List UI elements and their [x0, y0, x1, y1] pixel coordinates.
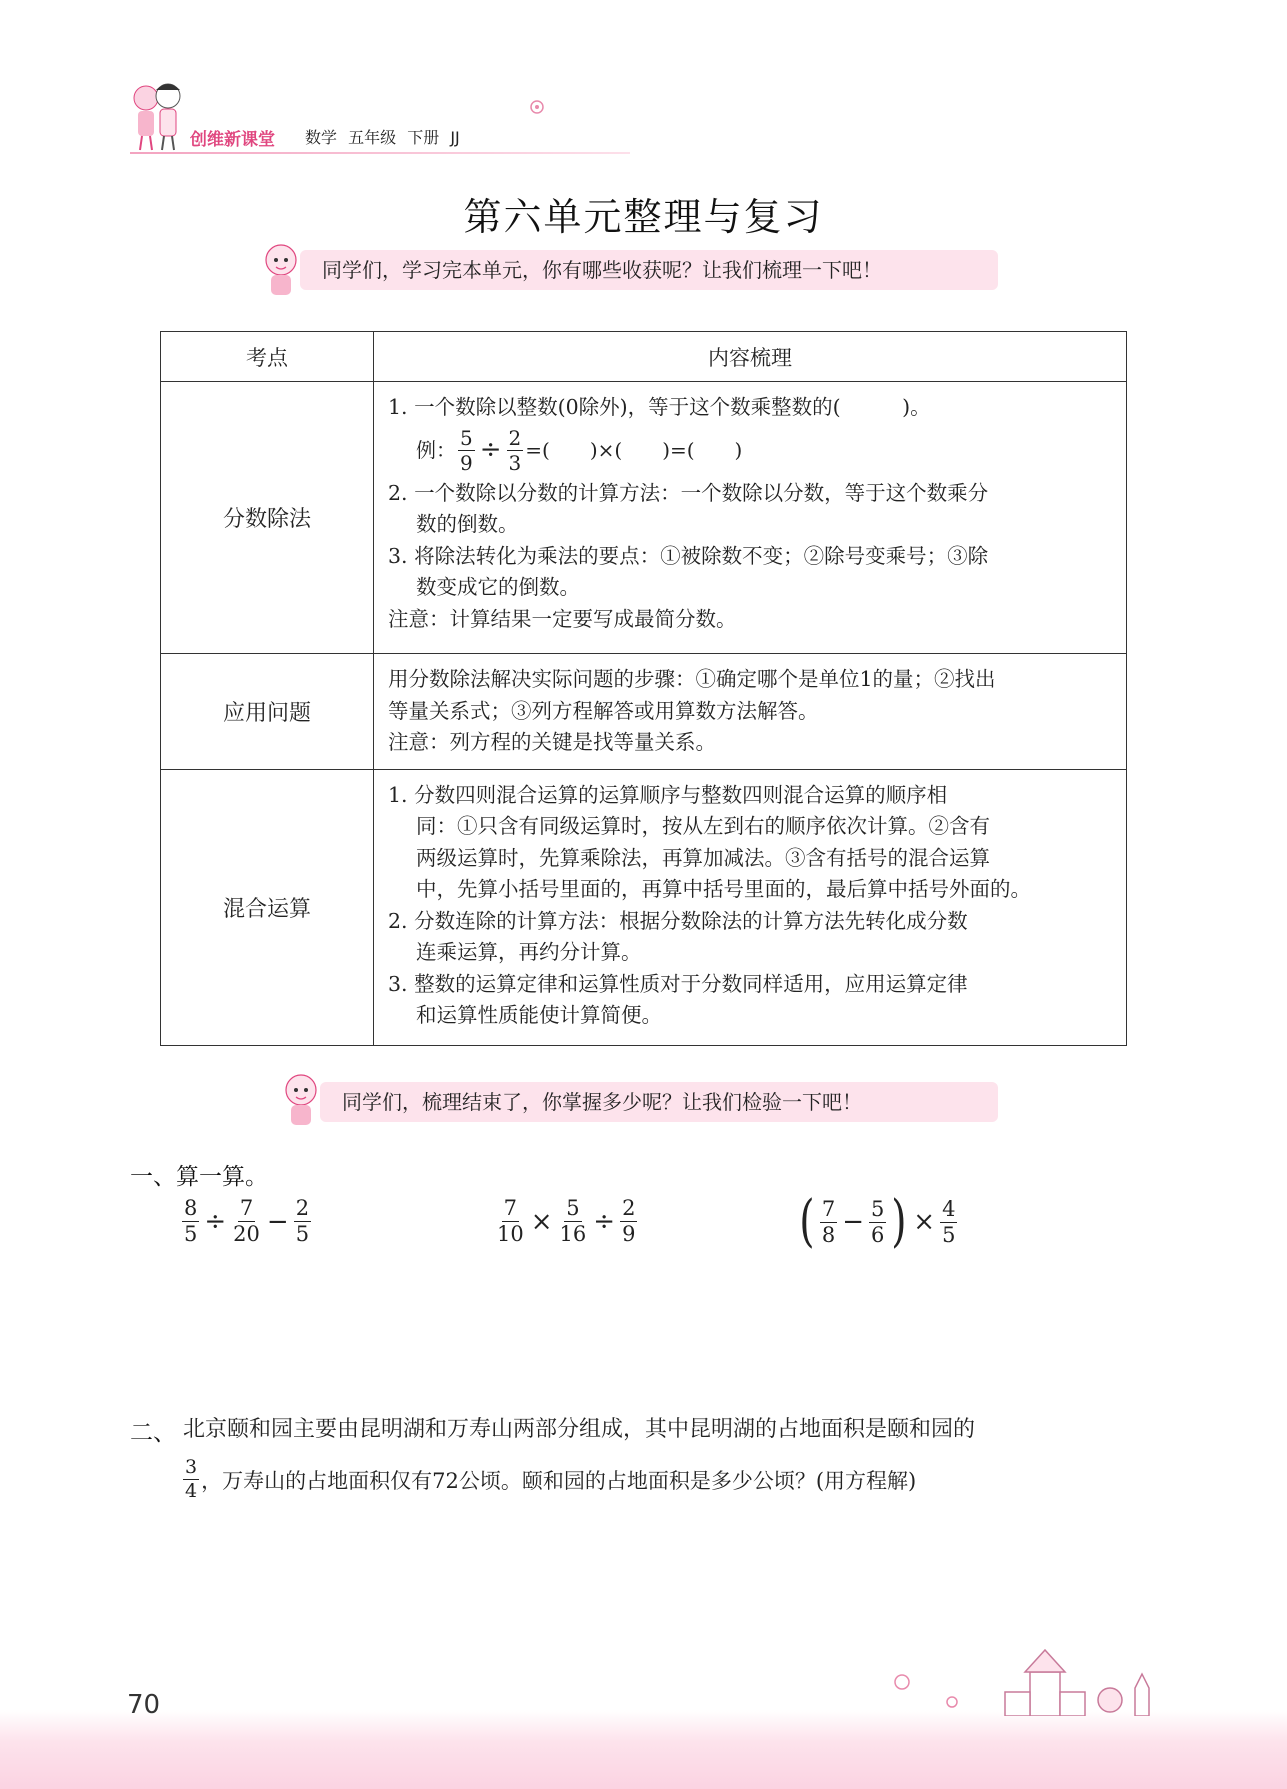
- fraction: [820, 1196, 837, 1247]
- denominator: 3: [508, 451, 522, 475]
- content-line: 3. 整数的运算定律和运算性质对于分数同样适用，应用运算定律: [388, 971, 968, 996]
- numerator: 4: [942, 1196, 956, 1221]
- content-line: 1. 分数四则混合运算的运算顺序与整数四则混合运算的顺序相: [388, 782, 948, 807]
- numerator: 5: [566, 1196, 580, 1220]
- numerator: 7: [821, 1196, 836, 1221]
- flower-icon: [527, 97, 547, 117]
- review-table: [160, 331, 1127, 1046]
- denominator: 10: [497, 1222, 524, 1246]
- denominator: 5: [295, 1222, 310, 1246]
- mascot-icon: [276, 1070, 326, 1130]
- problem-text-line-1: 北京颐和园主要由昆明湖和万寿山两部分组成，其中昆明湖的占地面积是颐和园的: [183, 1417, 976, 1442]
- content-line: 两级运算时，先算乘除法，再算加减法。③含有括号的混合运算: [416, 845, 990, 870]
- column-header-topic: 考点: [161, 332, 374, 382]
- subject: 数学: [305, 128, 338, 147]
- page-header: [0, 0, 1287, 165]
- fraction: [495, 1198, 526, 1245]
- denominator: 5: [184, 1222, 198, 1246]
- operator: ÷: [204, 1206, 227, 1237]
- numerator: 2: [295, 1196, 310, 1220]
- denominator: 6: [871, 1222, 885, 1247]
- content-line: 数的倒数。: [416, 512, 519, 536]
- denominator: 4: [185, 1480, 198, 1502]
- fraction: [182, 1198, 199, 1245]
- numerator: 2: [622, 1196, 636, 1220]
- denominator: 20: [233, 1222, 260, 1246]
- page-title: 第六单元整理与复习: [463, 195, 824, 239]
- denominator: 9: [622, 1222, 636, 1246]
- denominator: 8: [821, 1222, 836, 1247]
- topic-cell: 应用问题: [161, 654, 374, 770]
- operator: −: [266, 1206, 289, 1237]
- edition: JJ: [450, 128, 460, 147]
- content-line: 1. 一个数除以整数(0除外)，等于这个数乘整数的( )。: [388, 395, 931, 419]
- note-line: 注意：列方程的关键是找等量关系。: [388, 730, 716, 754]
- content-cell: [374, 382, 1127, 654]
- content-line: 用分数除法解决实际问题的步骤：①确定哪个是单位1的量；②找出: [388, 667, 996, 691]
- content-line: 数变成它的倒数。: [416, 575, 580, 599]
- fraction: [558, 1198, 589, 1245]
- content-line: 中，先算小括号里面的，再算中括号里面的，最后算中括号外面的。: [416, 877, 1031, 901]
- content-line: 等量关系式；③列方程解答或用算数方法解答。: [388, 698, 819, 723]
- table-row: [161, 769, 1127, 1045]
- numerator: 7: [239, 1196, 254, 1220]
- fraction: [507, 428, 524, 473]
- fraction: [231, 1198, 262, 1245]
- note-line: 注意：计算结果一定要写成最简分数。: [388, 606, 737, 631]
- check-speech-bubble: 同学们，梳理结束了，你掌握多少呢？让我们检验一下吧！: [320, 1082, 998, 1122]
- header-divider: [130, 152, 630, 154]
- table-header-row: [161, 332, 1127, 382]
- example-blanks: =( )×( )=( ): [525, 437, 743, 462]
- kids-mascot-icon: [128, 78, 188, 153]
- content-line: 连乘运算，再约分计算。: [416, 940, 642, 964]
- numerator: 3: [185, 1456, 198, 1478]
- content-line: 2. 一个数除以分数的计算方法：一个数除以分数，等于这个数乘分: [388, 480, 989, 505]
- content-line: 同：①只含有同级运算时，按从左到右的顺序依次计算。②含有: [416, 814, 990, 838]
- section-2-heading: 二、: [130, 1420, 176, 1446]
- numerator: 7: [503, 1196, 518, 1220]
- operator: ×: [913, 1207, 936, 1237]
- denominator: 9: [460, 451, 473, 475]
- numerator: 8: [184, 1196, 198, 1220]
- content-cell: [374, 654, 1127, 770]
- fraction: [869, 1196, 886, 1247]
- numerator: 5: [460, 426, 473, 450]
- footer-band: [0, 1710, 1287, 1789]
- grade: 五年级: [348, 128, 397, 147]
- book-info: [305, 125, 460, 148]
- fraction: [620, 1198, 637, 1245]
- denominator: 16: [559, 1222, 587, 1246]
- content-line: 2. 分数连除的计算方法：根据分数除法的计算方法先转化成分数: [388, 908, 968, 933]
- numerator: 2: [508, 426, 522, 450]
- content-cell: [374, 769, 1127, 1045]
- fraction: [183, 1458, 199, 1501]
- problem-text-line-2: [181, 1458, 916, 1501]
- fraction: [458, 428, 475, 473]
- section-1-heading: 一、算一算。: [130, 1164, 268, 1190]
- column-header-content: 内容梳理: [374, 332, 1127, 382]
- brand-name: 创维新课堂: [190, 130, 275, 150]
- table-row: [161, 654, 1127, 770]
- example-prefix: 例：: [416, 437, 456, 462]
- operator: ÷: [479, 434, 502, 465]
- topic-cell: 分数除法: [161, 382, 374, 654]
- problem-text-continuation: ，万寿山的占地面积仅有72公顷。颐和园的占地面积是多少公顷？(用方程解): [201, 1468, 917, 1493]
- example-expression: [388, 424, 1112, 478]
- topic-cell: 混合运算: [161, 769, 374, 1045]
- left-paren: (: [799, 1189, 815, 1254]
- calc-expression-2: [493, 1198, 639, 1245]
- operator: ÷: [593, 1206, 616, 1237]
- operator: −: [842, 1207, 865, 1237]
- operator: ×: [530, 1206, 553, 1237]
- content-line: 3. 将除法转化为乘法的要点：①被除数不变；②除号变乘号；③除: [388, 543, 989, 568]
- calc-expression-1: [180, 1198, 313, 1245]
- intro-speech-bubble: 同学们，学习完本单元，你有哪些收获呢？让我们梳理一下吧！: [300, 250, 998, 290]
- fraction: [294, 1198, 311, 1245]
- right-paren: ): [891, 1189, 907, 1254]
- content-line: 和运算性质能使计算简便。: [416, 1003, 662, 1027]
- mascot-icon: [256, 240, 306, 300]
- numerator: 5: [871, 1196, 885, 1221]
- castle-decoration-icon: [880, 1648, 1160, 1716]
- fraction: [940, 1196, 957, 1247]
- page-number: 70: [127, 1690, 161, 1720]
- calc-expression-3: [796, 1189, 959, 1254]
- table-row: [161, 382, 1127, 654]
- volume: 下册: [407, 128, 440, 147]
- denominator: 5: [942, 1222, 956, 1247]
